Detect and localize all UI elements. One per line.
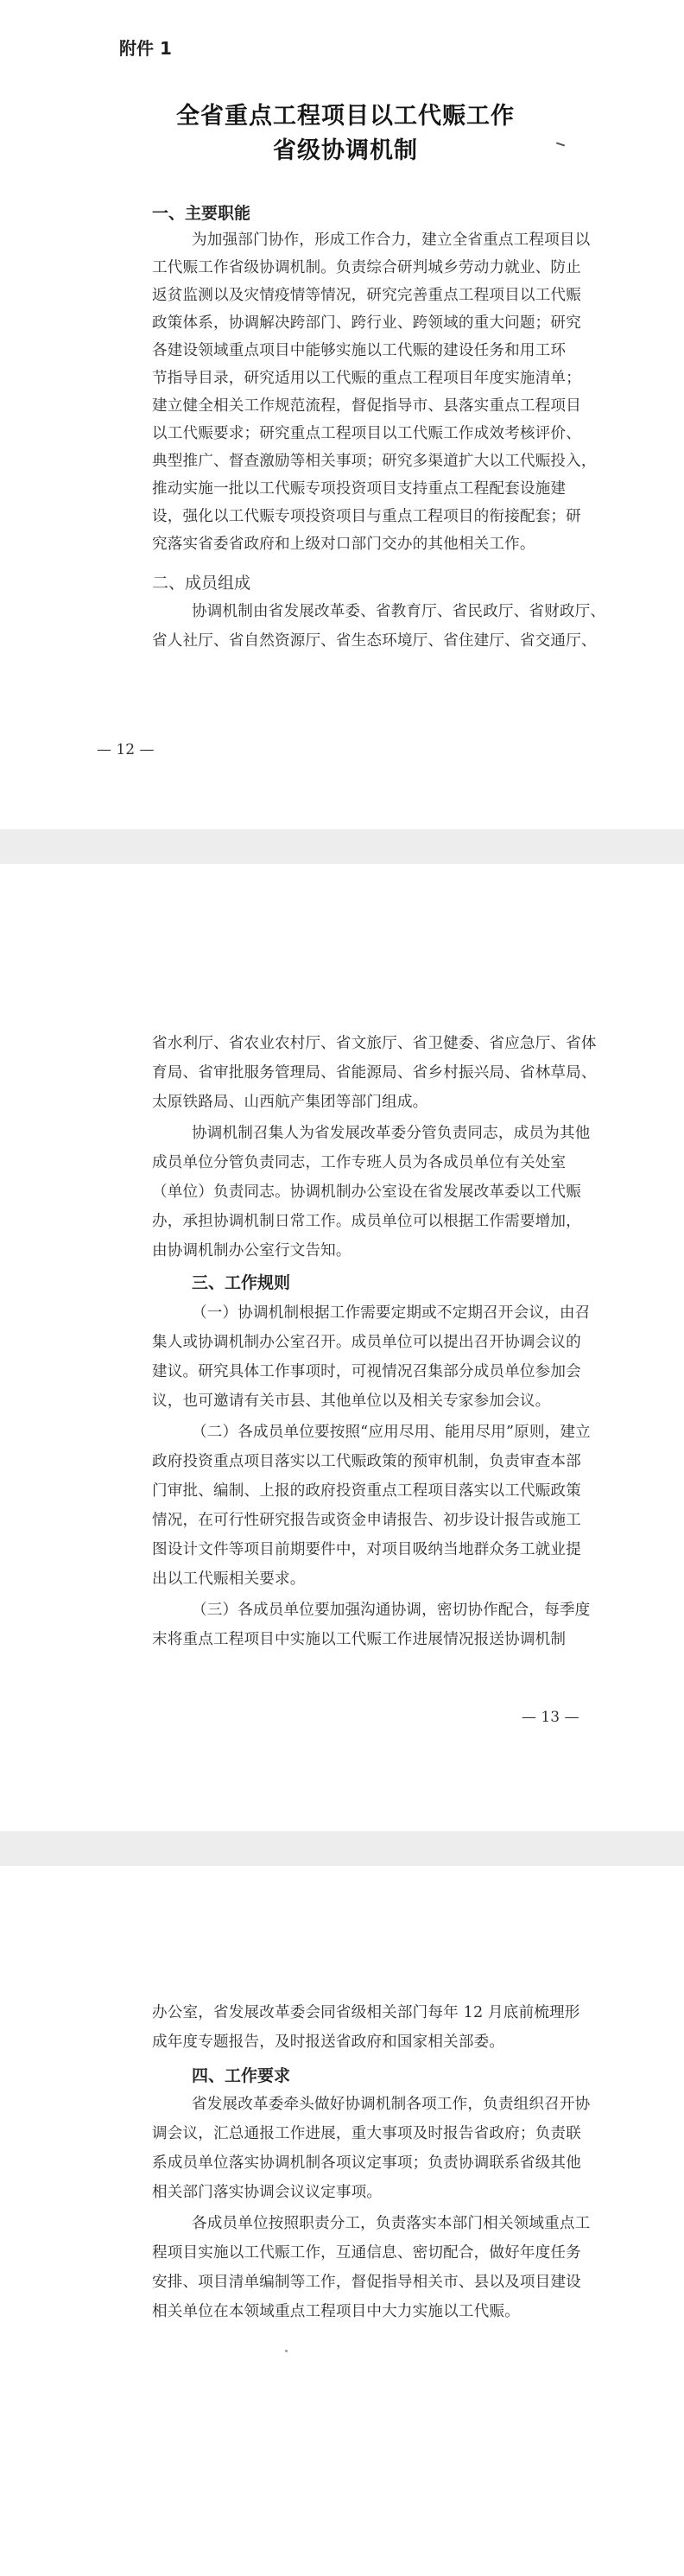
paragraph-line: （三）各成员单位要加强沟通协调，密切协作配合，每季度: [192, 1602, 591, 1619]
paragraph-line: 节指导目录，研究适用以工代赈的重点工程项目年度实施清单；: [152, 370, 581, 387]
paragraph-line: 图设计文件等项目前期要件中，对项目吸纳当地群众务工就业提: [152, 1541, 581, 1558]
paragraph-line: （一）协调机制根据工作需要定期或不定期召开会议，由召: [192, 1304, 591, 1322]
paragraph-line: 系成员单位落实协调机制各项议定事项；负责协调联系省级其他: [152, 2154, 581, 2172]
document-title-line-2: 省级协调机制: [273, 137, 418, 164]
paragraph-line: 以工代赈要求；研究重点工程项目以工代赈工作成效考核评价、: [152, 425, 581, 442]
paragraph-line: 省水利厅、省农业农村厅、省文旅厅、省卫健委、省应急厅、省体: [152, 1035, 597, 1052]
paragraph-line: 太原铁路局、山西航产集团等部门组成。: [152, 1094, 428, 1111]
paragraph-line: 程项目实施以工代赈工作，互通信息、密切配合，做好年度任务: [152, 2244, 581, 2262]
document-page-14: [0, 1866, 684, 2576]
paragraph-line: 设，强化以工代赈专项投资项目与重点工程项目的衔接配套；研: [152, 508, 581, 525]
paragraph-line: 推动实施一批以工代赈专项投资项目支持重点工程配套设施建: [152, 480, 567, 498]
paragraph-line: 门审批、编制、上报的政府投资重点工程项目落实以工代赈政策: [152, 1482, 581, 1500]
paragraph-line: 成年度专题报告，及时报送省政府和国家相关部委。: [152, 2034, 505, 2051]
paragraph-line: （二）各成员单位要按照“应用尽用、能用尽用”原则，建立: [192, 1424, 591, 1441]
paragraph-line: 究落实省委省政府和上级对口部门交办的其他相关工作。: [152, 536, 535, 553]
paragraph-line: 建立健全相关工作规范流程，督促指导市、县落实重点工程项目: [152, 397, 581, 415]
paragraph-line: 相关部门落实协调会议议定事项。: [152, 2184, 383, 2201]
paragraph-line: 议，也可邀请有关市县、其他单位以及相关专家参加会议。: [152, 1393, 551, 1410]
paragraph-line: 为加强部门协作，形成工作合力，建立全省重点工程项目以: [192, 232, 591, 249]
paragraph-line: 各成员单位按照职责分工，负责落实本部门相关领域重点工: [192, 2215, 591, 2232]
paragraph-line: 工代赈工作省级协调机制。负责综合研判城乡劳动力就业、防止: [152, 259, 581, 276]
paragraph-line: 由协调机制办公室行文告知。: [152, 1242, 352, 1259]
paragraph-line: 育局、省审批服务管理局、省能源局、省乡村振兴局、省林草局、: [152, 1064, 597, 1082]
paragraph-line: 相关单位在本领域重点工程项目中大力实施以工代赈。: [152, 2303, 520, 2320]
document-page-13: [0, 864, 684, 1831]
page-number-12: — 12 —: [97, 741, 155, 758]
paragraph-line: 末将重点工程项目中实施以工代赈工作进展情况报送协调机制: [152, 1631, 567, 1648]
paragraph-line: 政策体系，协调解决跨部门、跨行业、跨领域的重大问题；研究: [152, 314, 581, 332]
document-page-12: [0, 0, 684, 829]
paragraph-line: 办，承担协调机制日常工作。成员单位可以根据工作需要增加，: [152, 1213, 581, 1230]
section-heading-requirements: 四、工作要求: [192, 2066, 291, 2085]
paragraph-line: （单位）负责同志。协调机制办公室设在省发展改革委以工代赈: [152, 1183, 581, 1201]
paragraph-line: 各建设领域重点项目中能够实施以工代赈的建设任务和用工环: [152, 342, 567, 359]
paragraph-line: 政府投资重点项目落实以工代赈政策的预审机制，负责审查本部: [152, 1453, 581, 1470]
paragraph-line: 调会议，汇总通报工作进展，重大事项及时报告省政府；负责联: [152, 2125, 581, 2142]
scan-speck: [285, 2350, 288, 2352]
paragraph-line: 协调机制召集人为省发展改革委分管负责同志，成员为其他: [192, 1125, 591, 1142]
section-heading-functions: 一、主要职能: [152, 204, 251, 223]
paragraph-line: 出以工代赈相关要求。: [152, 1570, 306, 1588]
paragraph-line: 集人或协调机制办公室召开。成员单位可以提出召开协调会议的: [152, 1334, 581, 1351]
paragraph-line: 成员单位分管负责同志，工作专班人员为各成员单位有关处室: [152, 1154, 567, 1171]
section-heading-members: 二、成员组成: [152, 574, 251, 593]
attachment-label: 附件 1: [119, 38, 172, 59]
paragraph-line: 典型推广、督查激励等相关事项；研究多渠道扩大以工代赈投入，: [152, 453, 597, 470]
page-number-13: — 13 —: [522, 1709, 580, 1726]
paragraph-line: 建议。研究具体工作事项时，可视情况召集部分成员单位参加会: [152, 1363, 581, 1380]
paragraph-line: 省人社厅、省自然资源厅、省生态环境厅、省住建厅、省交通厅、: [152, 632, 597, 650]
paragraph-line: 安排、项目清单编制等工作，督促指导相关市、县以及项目建设: [152, 2274, 581, 2291]
paragraph-line: 返贫监测以及灾情疫情等情况，研究完善重点工程项目以工代赈: [152, 287, 581, 304]
paragraph-line: 省发展改革委牵头做好协调机制各项工作，负责组织召开协: [192, 2096, 591, 2113]
paragraph-line: 办公室，省发展改革委会同省级相关部门每年 12 月底前梳理形: [152, 2004, 580, 2021]
paragraph-line: 协调机制由省发展改革委、省教育厅、省民政厅、省财政厅、: [192, 603, 606, 620]
section-heading-rules: 三、工作规则: [192, 1273, 291, 1292]
document-title-line-1: 全省重点工程项目以工代赈工作: [176, 103, 515, 130]
paragraph-line: 情况，在可行性研究报告或资金申请报告、初步设计报告或施工: [152, 1512, 581, 1529]
